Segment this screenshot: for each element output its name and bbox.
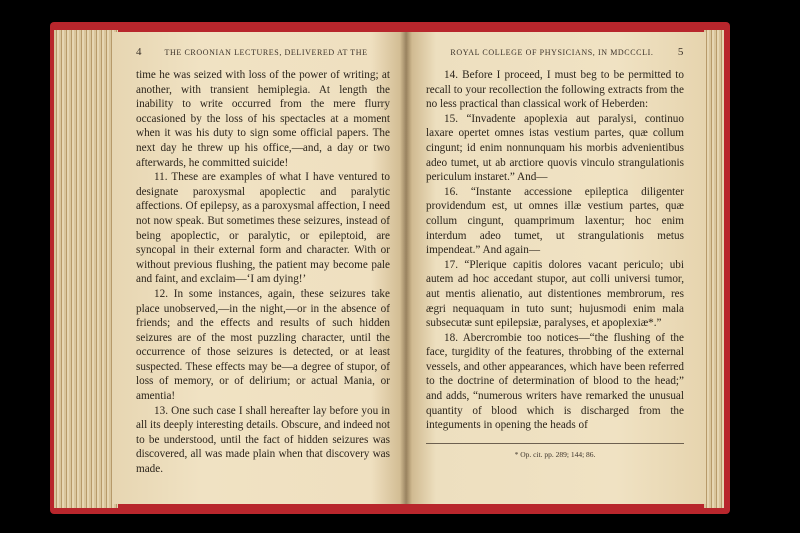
- paragraph: 13. One such case I shall hereafter lay before you in all its deeply interesting details. Obscure, and indeed not to be understood, until the fact of hidden seizures was discovered, all was made plain when that discovery was made.: [136, 404, 390, 476]
- paragraph: time he was seized with loss of the power of writing; at another, with transient hemiplegia. At length the inability to write occurred from the mere flurry occasioned by the loss of his spectacles at a moment when it was his duty to sign some official papers. The next day he threw up his office,—and, a day or two afterwards, he committed suicide!: [136, 69, 390, 169]
- paragraph: 15. “Invadente apoplexia aut paralysi, continuo laxare opertet omnes istas vestium partes, quæ collum cingunt; id enim nonnunquam his morbis advenientibus adeo tumet, ut ab arctiore quovis vinculo strangulationis periculum instaret.” And—: [426, 112, 684, 184]
- paragraph: 17. “Plerique capitis dolores vacant periculo; ubi autem ad hoc accedant stupor, aut colli universi tumor, aut mentis alienatio, aut distentiones membrorum, res ægri nequaquam in tuto sunt; hujusmodi enim mala subsecutæ sunt epilepsiæ, paralyses, et apoplexiæ*.”: [426, 258, 684, 330]
- left-page: [114, 32, 406, 504]
- paragraph: 14. Before I proceed, I must beg to be permitted to recall to your recollection the following extracts from the no less practical than classical work of Heberden:: [426, 69, 684, 111]
- footnote-rule: [426, 443, 684, 444]
- left-page-number: 4: [136, 46, 143, 58]
- left-running-head: [136, 46, 390, 58]
- paragraph: 18. Abercrombie too notices—“the flushing of the face, turgidity of the features, throbbing of the external vessels, and other appearances, which have been referred to the doctrine of determination of blood to the head;” and adds, “numerous writers have remarked the unusual quantity of blood which is discharged from the integuments in opening the heads of: [426, 331, 684, 432]
- right-page: [406, 32, 706, 504]
- right-running-head-title: ROYAL COLLEGE OF PHYSICIANS, IN MDCCCLI.: [450, 48, 654, 57]
- book-gutter: [400, 32, 412, 504]
- right-page-number: 5: [677, 46, 684, 58]
- left-page-text: [136, 68, 390, 477]
- paragraph: 16. “Instante accessione epileptica diligenter providendum est, ut omnes illæ vestium partes, quæ collum cingunt, quamprimum laxentur; hoc enim interdum adeo tumet, ut strangulationis metus impendeat.” And again—: [426, 185, 684, 257]
- left-running-head-title: THE CROONIAN LECTURES, DELIVERED AT THE: [164, 48, 368, 57]
- right-page-text: [426, 68, 684, 433]
- open-book: [50, 22, 730, 514]
- paragraph: 11. These are examples of what I have ventured to designate paroxysmal apoplectic and paralytic affections. Of epilepsy, as a paroxysmal affection, I need not now speak. But sometimes these seizures, instead of being apoplectic, or paralytic, or epileptoid, are syncopal in their external form and character. With or without previous flushing, the patient may become pale and faint, and exclaim—‘I am dying!’: [136, 171, 390, 286]
- footnote: * Op. cit. pp. 289; 144; 86.: [514, 449, 596, 459]
- paragraph: 12. In some instances, again, these seizures take place unobserved,—in the night,—or in the absence of friends; and the effects and results of such hidden seizures are of the most puzzling character, until the occurrence of those seizures is detected, or at least suspected. These effects may be—a degree of stupor, of loss of memory, or of delirium; or actual Mania, or amentia!: [136, 287, 390, 403]
- page-edges-right: [704, 30, 724, 508]
- page-edges-left: [54, 30, 118, 508]
- right-running-head: [426, 46, 684, 58]
